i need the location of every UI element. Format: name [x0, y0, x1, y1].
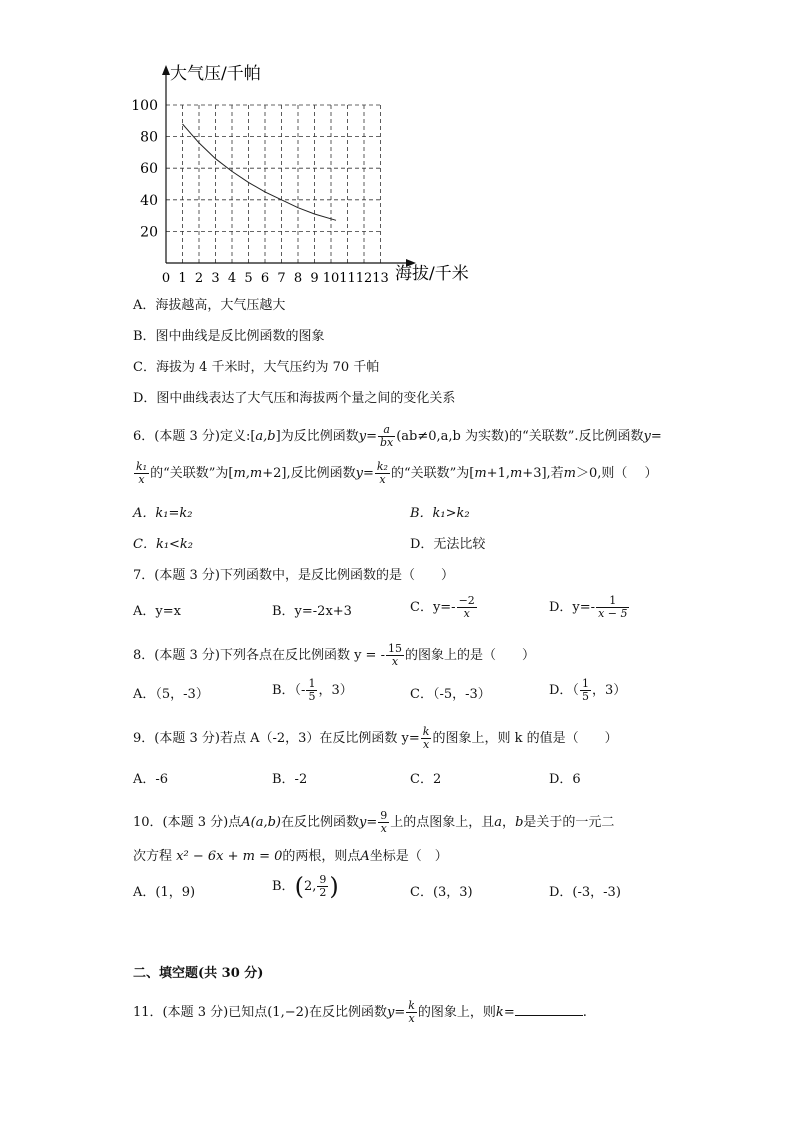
q10-option-d: D．(-3，-3) [549, 885, 621, 900]
q11-stem: 11．(本题 3 分)已知点(1,−2)在反比例函数y= $\frac{k}{x}$ 的图象上，则k= . [133, 999, 587, 1025]
altitude-pressure-chart [120, 55, 490, 290]
q10-fraction: $\frac{9}{x}$ [380, 809, 388, 835]
q10-stem-line2: 次方程 x² − 6x + m = 0的两根，则点A坐标是（ ） [133, 849, 448, 864]
q9-option-b: B．-2 [272, 772, 308, 787]
q10-option-a: A．(1，9) [133, 885, 196, 900]
q9-fraction: $\frac{k}{x}$ [422, 725, 430, 751]
y-tick-label: 80 [140, 129, 158, 146]
q9-option-c: C．2 [410, 772, 442, 787]
y-tick-labels [131, 98, 158, 240]
x-tick-label: 3 [211, 271, 220, 286]
y-tick-label: 100 [131, 98, 158, 114]
q8-d-fraction: $\frac{1}{5}$ [581, 677, 589, 703]
q9-option-d: D．6 [549, 772, 581, 787]
x-tick-label: 10 [322, 271, 340, 286]
chart-grid [166, 105, 381, 263]
x-tick-label: 9 [310, 271, 319, 286]
q5-option-a: A．海拔越高，大气压越大 [133, 298, 286, 313]
q6-fraction-a-bx: $\frac{a}{bx}$ [379, 423, 394, 449]
x-tick-label: 6 [260, 271, 270, 286]
x-tick-label: 11 [339, 271, 356, 286]
x-tick-label: 0 [161, 271, 171, 286]
q10-option-c: C．(3，3) [410, 885, 473, 900]
y-tick-label: 40 [140, 192, 158, 209]
chart-axes [162, 65, 416, 267]
q6-option-d: D．无法比较 [410, 537, 486, 552]
q7-stem: 7．(本题 3 分)下列函数中，是反比例函数的是（ ） [133, 568, 454, 583]
q6-option-b: B．k₁>k₂ [410, 506, 470, 521]
q7-option-b: B．y=-2x+3 [272, 604, 352, 619]
q8-option-a: A．（5，-3） [133, 687, 209, 702]
q8-stem: 8．(本题 3 分)下列各点在反比例函数 y = - $\frac{15}{x}$ 的图象上的是（ ） [133, 642, 535, 668]
x-tick-label: 1 [178, 271, 187, 286]
q11-fraction: $\frac{k}{x}$ [408, 999, 415, 1025]
q6-option-c: C．k₁<k₂ [133, 537, 194, 552]
x-tick-label: 12 [355, 271, 373, 286]
q7-option-d: D．y=- $\frac{1}{x - 5}$ [549, 594, 628, 620]
q6-option-a: A．k₁=k₂ [133, 506, 193, 521]
q9-stem: 9．(本题 3 分)若点 A（-2，3）在反比例函数 y= $\frac{k}{x}$ 的图象上，则 k 的值是（ ） [133, 725, 618, 751]
q7-d-fraction: $\frac{1}{x - 5}$ [598, 594, 628, 620]
y-tick-label: 20 [140, 224, 158, 241]
q9-option-a: A．-6 [133, 772, 169, 787]
q8-option-d: D．（ $\frac{1}{5}$ ，3） [549, 677, 627, 703]
q8-fraction: $\frac{15}{x}$ [387, 642, 402, 668]
q5-option-c: C．海拔为 4 千米时，大气压约为 70 千帕 [133, 360, 380, 375]
pressure-curve [183, 124, 337, 220]
x-tick-label: 7 [277, 271, 286, 286]
y-tick-label: 60 [140, 161, 158, 178]
x-tick-label: 8 [293, 271, 303, 286]
y-axis-label: 大气压/千帕 [170, 64, 261, 84]
q6-stem-line1: 6．(本题 3 分)定义:[a,b]为反比例函数y= $\frac{a}{bx}$ (ab≠0,a,b 为实数)的“关联数”.反比例函数y= [133, 423, 662, 449]
q8-option-b: B．（- $\frac{1}{5}$ ，3） [272, 677, 353, 703]
x-tick-labels [162, 271, 389, 286]
x-tick-label: 4 [227, 271, 237, 286]
y-axis-arrow [162, 65, 170, 75]
q7-option-a: A．y=x [133, 604, 181, 619]
q8-b-fraction: $\frac{1}{5}$ [308, 677, 316, 703]
q6-stem-line2: $\frac{\text{k₁}}{x}$ 的“关联数”为[m,m+2],反比例函数y= $\frac{\text{k₂}}{x}$ 的“关联数”为[m+1,m+3],若m＞0,则（ ） [136, 460, 658, 486]
section-2-heading: 二、填空题(共 30 分) [133, 966, 264, 981]
q10-option-b: B．(2, $\frac{9}{2}$ ) [272, 872, 339, 901]
x-tick-label: 13 [372, 271, 389, 286]
q8-option-c: C．（-5，-3） [410, 687, 491, 702]
answer-blank[interactable] [515, 1003, 583, 1016]
q10-b-fraction: $\frac{9}{2}$ [319, 873, 327, 899]
q5-option-d: D．图中曲线表达了大气压和海拔两个量之间的变化关系 [133, 391, 456, 406]
x-tick-label: 2 [194, 271, 204, 286]
x-axis-label: 海拔/千米 [395, 264, 469, 284]
q5-option-b: B．图中曲线是反比例函数的图象 [133, 329, 325, 344]
q7-option-c: C．y=- $\frac{-2}{x}$ [410, 594, 475, 620]
x-tick-label: 5 [244, 271, 253, 286]
q7-c-fraction: $\frac{-2}{x}$ [458, 594, 475, 620]
q6-fraction-k2: $\frac{\text{k₂}}{x}$ [376, 460, 388, 486]
q6-fraction-k1: $\frac{\text{k₁}}{x}$ [136, 460, 148, 486]
q10-stem-line1: 10．(本题 3 分)点A(a,b)在反比例函数y= $\frac{9}{x}$ 上的点图象上，且a，b是关于的一元二 [133, 809, 615, 835]
